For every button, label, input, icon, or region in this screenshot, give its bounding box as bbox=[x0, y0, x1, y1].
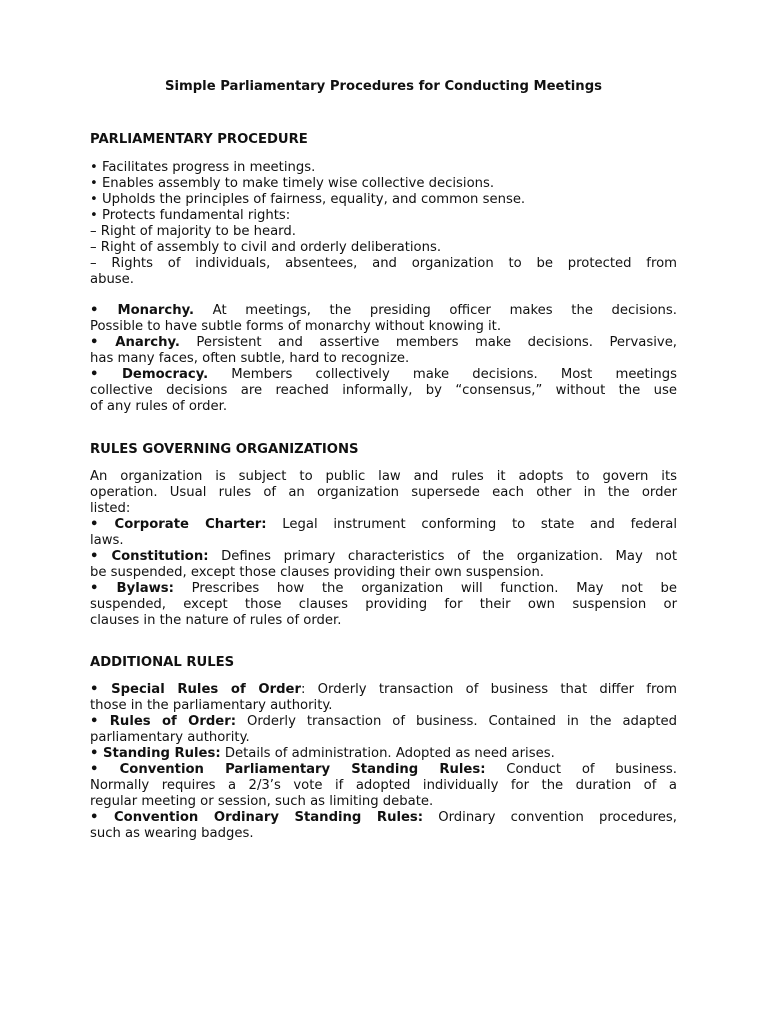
rule-item-convention-ordinary-standing-rules bbox=[90, 810, 677, 826]
list-item: – Rights of individuals, absentees, and organization to be protected from bbox=[90, 256, 677, 271]
definition-text: of any rules of order. bbox=[90, 399, 228, 414]
parliamentary-procedure-list bbox=[90, 160, 677, 288]
term-convention-ordinary-standing-rules: • Convention Ordinary Standing Rules: bbox=[90, 810, 424, 825]
list-item: • Facilitates progress in meetings. bbox=[90, 160, 316, 175]
definition-text: Normally requires a 2/3’s vote if adopted individually for the duration of a bbox=[90, 778, 677, 793]
definition-text: Members collectively make decisions. Most meetings bbox=[231, 367, 677, 382]
definition-text: Ordinary convention procedures, bbox=[438, 810, 677, 825]
definition-text: parliamentary authority. bbox=[90, 730, 250, 745]
form-item-anarchy bbox=[90, 335, 677, 351]
definition-text: has many faces, often subtle, hard to recognize. bbox=[90, 351, 410, 366]
term-democracy: • Democracy. bbox=[90, 367, 209, 382]
rule-item-rules-of-order bbox=[90, 714, 677, 730]
definition-text: Prescribes how the organization will function. May not be bbox=[191, 581, 677, 596]
list-item: • Upholds the principles of fairness, equality, and common sense. bbox=[90, 192, 526, 207]
intro-text: An organization is subject to public law and rules it adopts to govern its bbox=[90, 469, 677, 484]
term-special-rules-of-order: • Special Rules of Order bbox=[90, 682, 301, 697]
definition-text: laws. bbox=[90, 533, 124, 548]
term-anarchy: • Anarchy. bbox=[90, 335, 180, 350]
list-item-continuation: abuse. bbox=[90, 272, 134, 287]
definition-text: : Orderly transaction of business that differ from bbox=[300, 682, 677, 697]
rule-item-corporate-charter bbox=[90, 517, 677, 533]
definition-text: Legal instrument conforming to state and federal bbox=[282, 517, 677, 532]
list-item: – Right of assembly to civil and orderly deliberations. bbox=[90, 240, 442, 255]
definition-text: those in the parliamentary authority. bbox=[90, 698, 333, 713]
list-item: • Protects fundamental rights: bbox=[90, 208, 291, 223]
definition-text: Orderly transaction of business. Contained in the adapted bbox=[246, 714, 678, 729]
term-standing-rules: • Standing Rules: bbox=[90, 746, 221, 761]
definition-text: At meetings, the presiding officer makes the decisions. bbox=[212, 303, 677, 318]
additional-rules-body bbox=[90, 682, 677, 842]
rule-item-standing-rules bbox=[90, 746, 677, 762]
rule-item-convention-parliamentary-standing-rules bbox=[90, 762, 677, 778]
list-item: • Enables assembly to make timely wise collective decisions. bbox=[90, 176, 495, 191]
intro-text: operation. Usual rules of an organization supersede each other in the order bbox=[90, 485, 677, 500]
term-corporate-charter: • Corporate Charter: bbox=[90, 517, 267, 532]
rule-item-constitution bbox=[90, 549, 677, 565]
rule-item-bylaws bbox=[90, 581, 677, 597]
definition-text: regular meeting or session, such as limiting debate. bbox=[90, 794, 434, 809]
definition-text: be suspended, except those clauses providing their own suspension. bbox=[90, 565, 544, 580]
definition-text: Defines primary characteristics of the organization. May not bbox=[221, 549, 677, 564]
governance-forms bbox=[90, 303, 677, 415]
term-rules-of-order: • Rules of Order: bbox=[90, 714, 236, 729]
term-convention-parliamentary-standing-rules: • Convention Parliamentary Standing Rules: bbox=[90, 762, 486, 777]
rules-governing-body bbox=[90, 469, 677, 629]
term-bylaws: • Bylaws: bbox=[90, 581, 174, 596]
section-heading-rules-governing: RULES GOVERNING ORGANIZATIONS bbox=[90, 442, 359, 457]
definition-text: Conduct of business. bbox=[506, 762, 677, 777]
intro-text: listed: bbox=[90, 501, 131, 516]
term-constitution: • Constitution: bbox=[90, 549, 209, 564]
definition-text: Details of administration. Adopted as need arises. bbox=[224, 746, 555, 761]
form-item-democracy bbox=[90, 367, 677, 383]
document-title: Simple Parliamentary Procedures for Conducting Meetings bbox=[164, 79, 602, 94]
section-heading-parliamentary-procedure: PARLIAMENTARY PROCEDURE bbox=[90, 132, 308, 147]
rule-item-special-rules-of-order bbox=[90, 682, 677, 698]
definition-text: suspended, except those clauses providing for their own suspension or bbox=[90, 597, 677, 612]
definition-text: such as wearing badges. bbox=[90, 826, 254, 841]
list-item: – Right of majority to be heard. bbox=[90, 224, 296, 239]
definition-text: Possible to have subtle forms of monarchy without knowing it. bbox=[90, 319, 502, 334]
definition-text: Persistent and assertive members make decisions. Pervasive, bbox=[196, 335, 677, 350]
term-monarchy: • Monarchy. bbox=[90, 303, 195, 318]
definition-text: collective decisions are reached informally, by “consensus,” without the use bbox=[90, 383, 677, 398]
form-item-monarchy bbox=[90, 303, 677, 319]
definition-text: clauses in the nature of rules of order. bbox=[90, 613, 342, 628]
section-heading-additional-rules: ADDITIONAL RULES bbox=[90, 655, 235, 670]
